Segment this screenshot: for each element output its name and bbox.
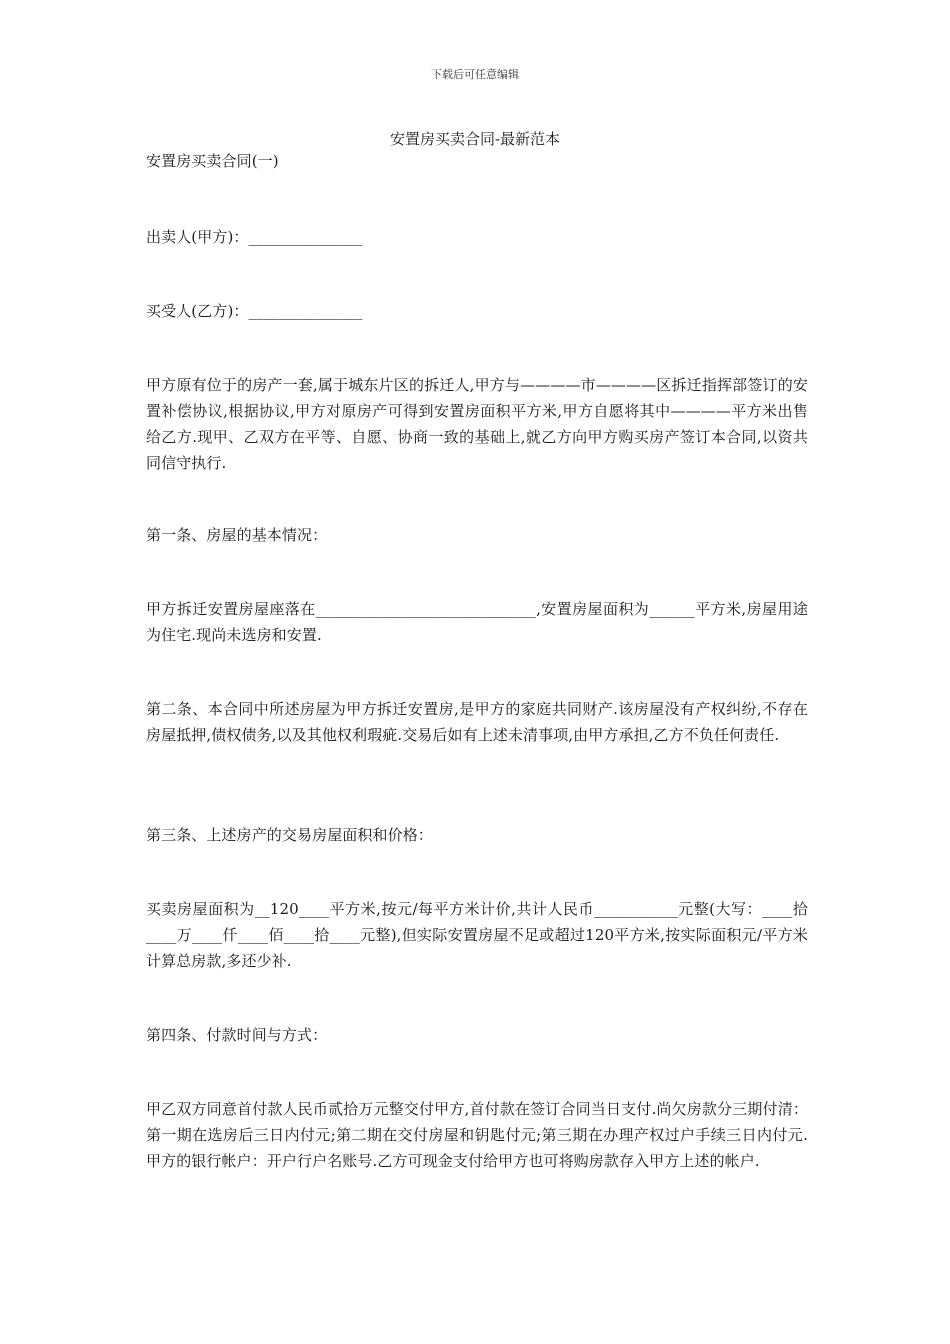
article-1-heading: 第一条、房屋的基本情况： (146, 526, 328, 544)
section-heading-contract-one: 安置房买卖合同(一) (146, 152, 279, 170)
article-2-paragraph: 第二条、本合同中所述房屋为甲方拆迁安置房,是甲方的家庭共同财产.该房屋没有产权纠纷,不存在房屋抵押,债权债务,以及其他权利瑕疵.交易后如有上述未清事项,由甲方承担,乙方不负任何责任. (146, 700, 808, 744)
seller-line: 出卖人(甲方)：_______________ (146, 228, 363, 246)
article-1-paragraph: 甲方拆迁安置房屋座落在_____________________________,安置房屋面积为______平方米,房屋用途为住宅.现尚未选房和安置. (146, 600, 808, 644)
article-3-heading: 第三条、上述房产的交易房屋面积和价格： (146, 826, 433, 844)
header-note: 下载后可任意编辑 (431, 68, 519, 81)
preamble-paragraph: 甲方原有位于的房产一套,属于城东片区的拆迁人,甲方与————市————区拆迁指挥部签订的安置补偿协议,根据协议,甲方对原房产可得到安置房面积平方米,甲方自愿将其中————平方米出售给乙方.现甲、乙双方在平等、自愿、协商一致的基础上,就乙方向甲方购买房产签订本合同,以资共同信守执行. (146, 376, 808, 472)
article-4-paragraph: 甲乙双方同意首付款人民币贰拾万元整交付甲方,首付款在签订合同当日支付.尚欠房款分三期付清：第一期在选房后三日内付元;第二期在交付房屋和钥匙付元;第三期在办理产权过户手续三日内付元.甲方的银行帐户：开户行户名账号.乙方可现金支付给甲方也可将购房款存入甲方上述的帐户. (146, 1100, 808, 1170)
buyer-line: 买受人(乙方)：_______________ (146, 302, 363, 320)
document-title: 安置房买卖合同-最新范本 (389, 130, 561, 148)
article-3-paragraph: 买卖房屋面积为__120____平方米,按元/每平方米计价,共计人民币___________元整(大写：____拾____万____仟____佰____拾____元整),但实际安置房屋不足或超过120平方米,按实际面积元/平方米计算总房款,多还少补. (146, 900, 808, 970)
article-4-heading: 第四条、付款时间与方式： (146, 1026, 328, 1044)
